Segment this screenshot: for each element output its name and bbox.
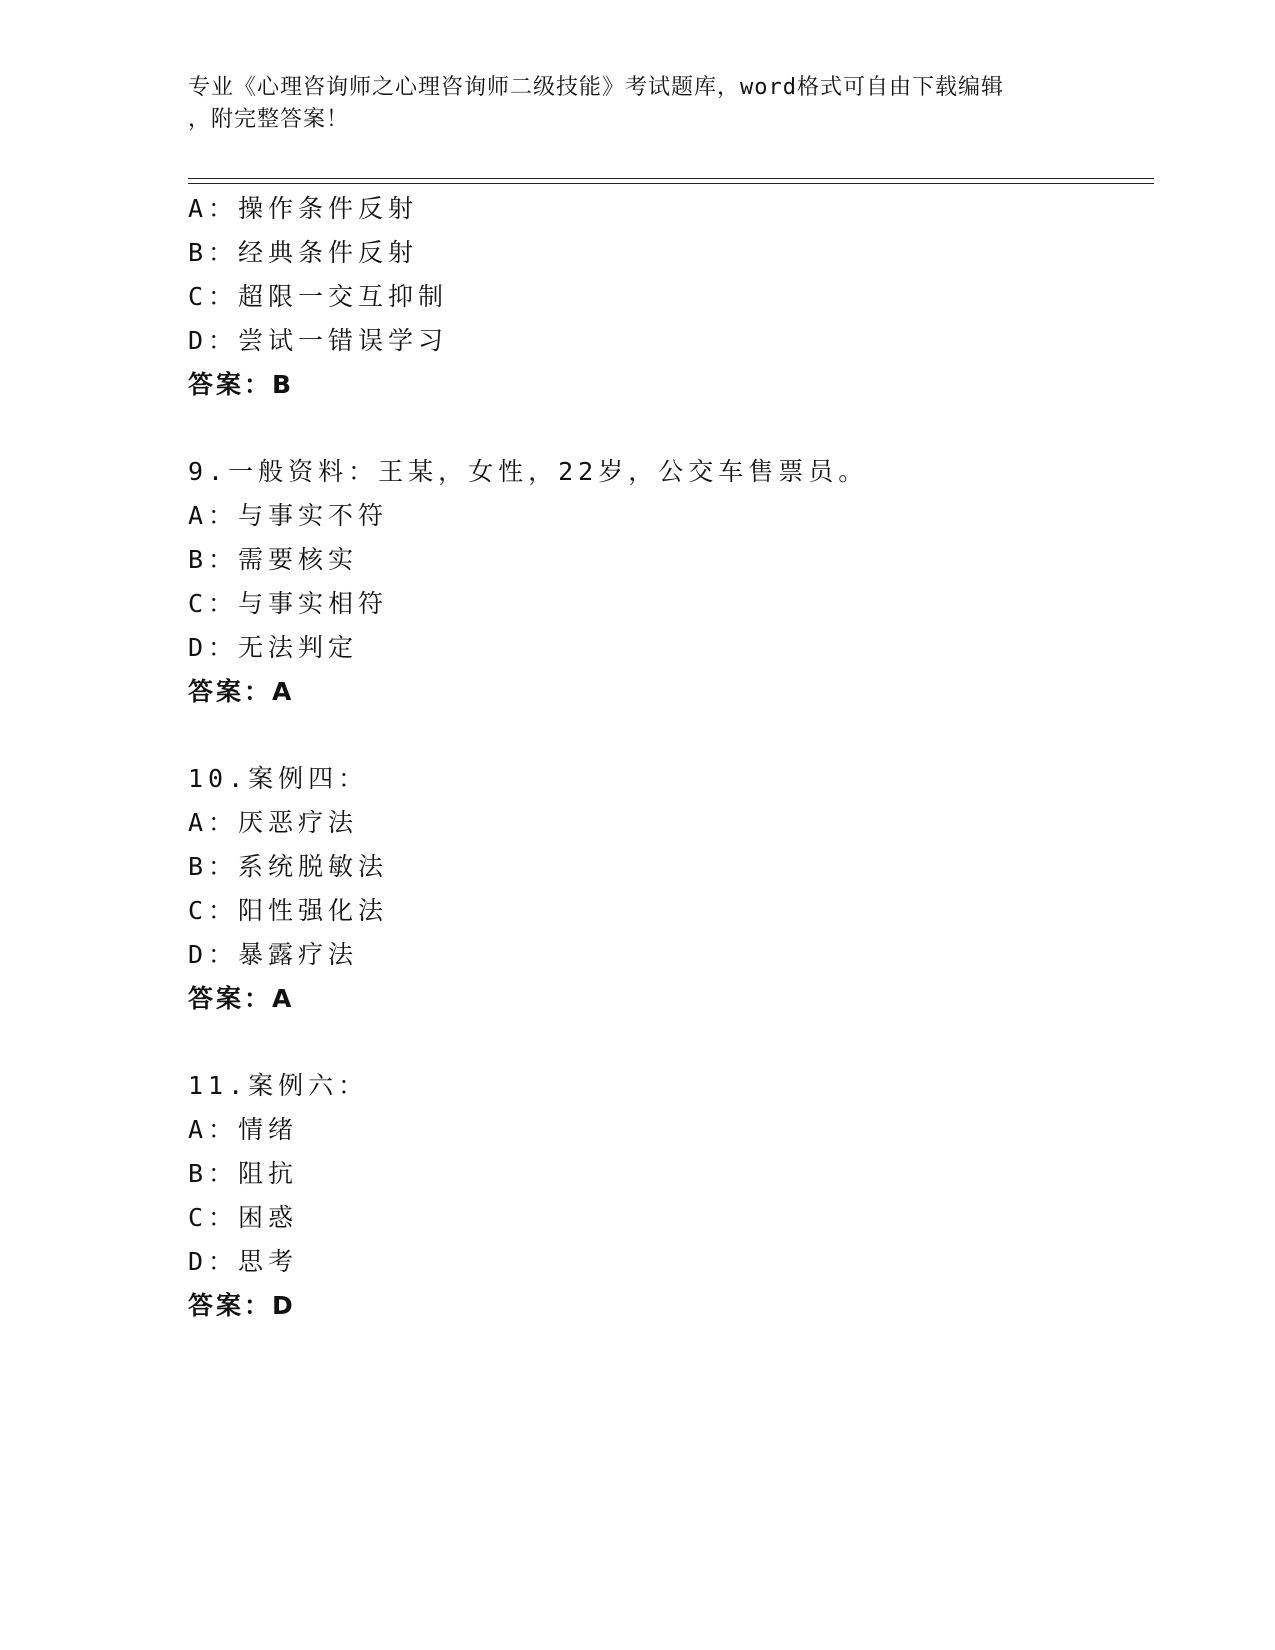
q10-answer: 答案：A [188, 984, 295, 1013]
document-header [188, 72, 1088, 136]
header-title-line: 专业《心理咨询师之心理咨询师二级技能》考试题库，word格式可自由下载编辑 [188, 75, 1004, 100]
header-divider-top [188, 178, 1154, 179]
q9-answer: 答案：A [188, 677, 295, 706]
q11-option-a: A：情绪 [188, 1115, 299, 1144]
q8-option-d: D：尝试一错误学习 [188, 326, 449, 355]
q10-option-d: D：暴露疗法 [188, 940, 359, 969]
q11-answer: 答案：D [188, 1291, 296, 1320]
q11-stem: 11.案例六： [188, 1071, 369, 1100]
q11-option-b: B：阻抗 [188, 1159, 299, 1188]
q9-option-a: A：与事实不符 [188, 501, 389, 530]
header-title-continuation: ，附完整答案！ [188, 107, 350, 132]
q8-option-c: C：超限一交互抑制 [188, 282, 449, 311]
q10-option-a: A：厌恶疗法 [188, 808, 359, 837]
q11-option-d: D：思考 [188, 1247, 299, 1276]
q10-stem: 10.案例四： [188, 764, 369, 793]
q8-option-b: B：经典条件反射 [188, 238, 419, 267]
q8-answer: 答案：B [188, 370, 295, 399]
q9-option-b: B：需要核实 [188, 545, 359, 574]
header-divider-bottom [188, 183, 1154, 184]
q11-option-c: C：困惑 [188, 1203, 299, 1232]
q9-option-c: C：与事实相符 [188, 589, 389, 618]
q9-stem: 9.一般资料：王某，女性，22岁，公交车售票员。 [188, 457, 869, 486]
q8-option-a: A：操作条件反射 [188, 194, 419, 223]
q10-option-c: C：阳性强化法 [188, 896, 389, 925]
q10-option-b: B：系统脱敏法 [188, 852, 389, 881]
q9-option-d: D：无法判定 [188, 633, 359, 662]
